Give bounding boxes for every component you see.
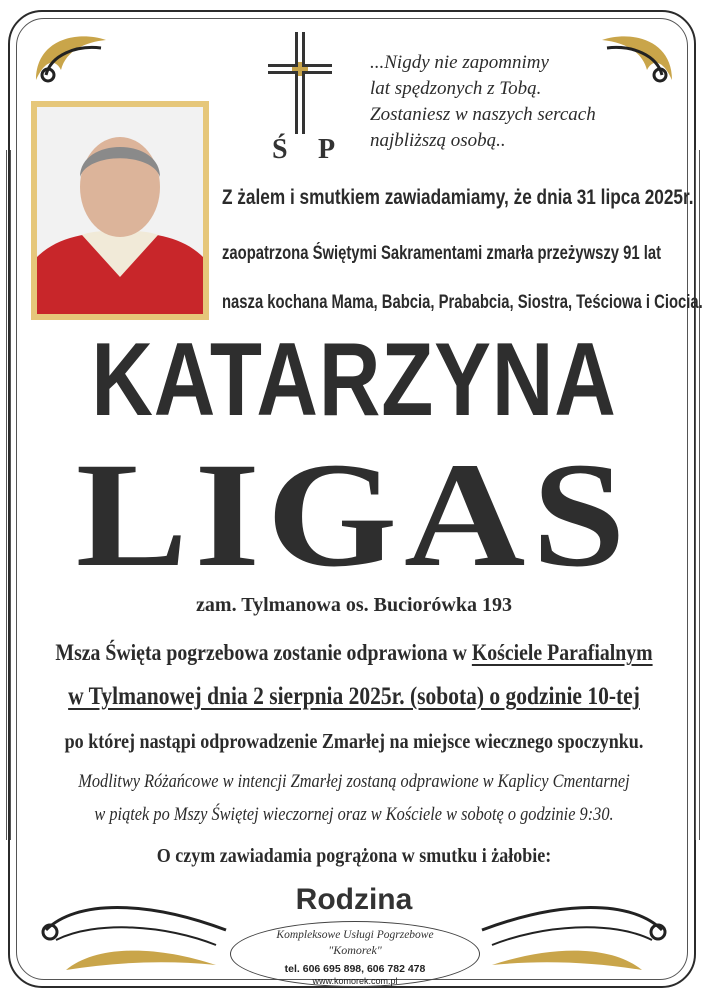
announcement-line: nasza kochana Mama, Babcia, Prababcia, Siostra, Teściowa i Ciocia. [222, 292, 703, 313]
mourners-intro: O czym zawiadamia pogrążona w smutku i żałobie: [156, 845, 552, 867]
mass-text: Msza Święta pogrzebowa zostanie odprawiona w [55, 640, 472, 665]
procession-line: po której nastąpi odprowadzenie Zmarłej na miejsce wiecznego spoczynku. [64, 729, 644, 753]
prayer-line: w piątek po Mszy Świętej wieczornej oraz w Kościele w sobotę o godzinie 9:30. [94, 804, 614, 825]
sp-letter-right: P [318, 134, 336, 165]
funeral-home-brand: "Komorek" [328, 943, 382, 957]
top-right-ornament-icon [592, 20, 682, 90]
memorial-quote [370, 50, 596, 154]
portrait-image [37, 107, 203, 314]
funeral-home-phone: tel. 606 695 898, 606 782 478 [284, 963, 426, 975]
funeral-home-website: www.komorek.com.pl [312, 976, 398, 986]
mass-line [50, 640, 659, 666]
last-name: LIGAS [75, 432, 633, 598]
announcement-line: zaopatrzona Świętymi Sakramentami zmarła przeżywszy 91 lat [222, 243, 662, 264]
quote-line: ...Nigdy nie zapomnimy [370, 52, 549, 73]
top-left-ornament-icon [26, 20, 116, 90]
announcement-line: Z żalem i smutkiem zawiadamiamy, że dnia 31 lipca 2025r. [222, 186, 694, 209]
sp-letter-left: Ś [272, 134, 288, 165]
quote-line: najbliższą osobą.. [370, 130, 506, 151]
family-signature: Rodzina [295, 883, 413, 916]
address: zam. Tylmanowa os. Buciorówka 193 [196, 594, 512, 616]
cross-icon [262, 28, 338, 138]
prayer-line: Modlitwy Różańcowe w intencji Zmarłej zostaną odprawione w Kaplicy Cmentarnej [78, 771, 630, 792]
church-name: Kościele Parafialnym [471, 640, 653, 665]
quote-line: lat spędzonych z Tobą. [370, 78, 542, 99]
funeral-home-badge [230, 921, 480, 987]
portrait-photo [31, 101, 209, 320]
mass-date-line: w Tylmanowej dnia 2 sierpnia 2025r. (sobota) o godzinie 10-tej [68, 683, 640, 710]
funeral-home-name: Kompleksowe Usługi Pogrzebowe [276, 929, 434, 941]
quote-line: Zostaniesz w naszych sercach [370, 104, 596, 125]
first-name: KATARZYNA [91, 322, 617, 438]
